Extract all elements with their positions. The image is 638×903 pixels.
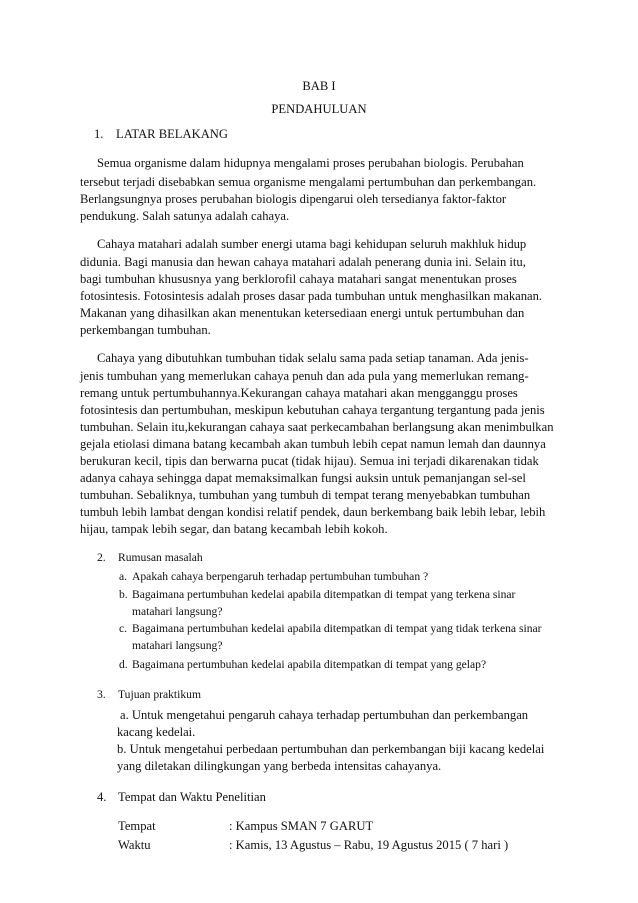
para1-line: Berlangsungnya proses perubahan biologis dipengarui oleh tersedianya faktor-faktor — [80, 192, 507, 206]
list-item: Bagaimana pertumbuhan kedelai apabila ditempatkan di tempat yang tidak terkena sinar — [132, 622, 542, 635]
para3-line: remang untuk pertumbuhannya.Kekurangan cahaya matahari akan mengganggu proses — [80, 386, 518, 400]
para1-line: pendukung. Salah satunya adalah cahaya. — [80, 209, 290, 223]
section-1-heading: LATAR BELAKANG — [116, 127, 228, 141]
info-value-waktu: : Kamis, 13 Agustus – Rabu, 19 Agustus 2015 ( 7 hari ) — [229, 838, 509, 852]
info-value-tempat: : Kampus SMAN 7 GARUT — [229, 819, 374, 833]
info-label-waktu: Waktu — [118, 838, 151, 852]
para3-line: fotosintesis dan pertumbuhan, meskipun kebutuhan cahaya tergantung tergantung pada jenis — [80, 403, 545, 417]
list-item: Apakah cahaya berpengaruh terhadap pertumbuhan tumbuhan ? — [132, 570, 429, 583]
objective-line: yang diletakan dilingkungan yang berbeda intensitas cahayanya. — [117, 759, 442, 773]
para3-line: berukuran kecil, tipis dan berwarna pucat (tidak hijau). Semua ini terjadi dikarenakan tidak — [80, 454, 539, 468]
list-marker: b. — [119, 588, 128, 601]
objective-line: a. Untuk mengetahui pengaruh cahaya terhadap pertumbuhan dan perkembangan — [120, 708, 529, 722]
para2-line: fotosintesis. Fotosintesis adalah proses dasar pada tumbuhan untuk menghasilkan makanan. — [80, 289, 543, 303]
para2-line: didunia. Bagi manusia dan hewan cahaya matahari adalah penerang dunia ini. Selain itu, — [80, 255, 526, 269]
section-3-number: 3. — [97, 688, 106, 701]
section-4-number: 4. — [97, 790, 107, 804]
list-marker: c. — [119, 622, 128, 635]
para3-line: Cahaya yang dibutuhkan tumbuhan tidak selalu sama pada setiap tanaman. Ada jenis- — [97, 351, 529, 365]
section-2-heading: Rumusan masalah — [118, 551, 203, 564]
section-1-number: 1. — [94, 127, 104, 141]
chapter-title: BAB I — [302, 79, 336, 93]
para1-line: Semua organisme dalam hidupnya mengalami proses perubahan biologis. Perubahan — [97, 156, 524, 170]
para3-line: jenis tumbuhan yang memerlukan cahaya penuh dan ada pula yang memerlukan remang- — [80, 369, 529, 383]
section-3-heading: Tujuan praktikum — [118, 688, 201, 701]
para2-line: bagi tumbuhan khususnya yang berklorofil cahaya matahari sangat menentukan proses — [80, 272, 517, 286]
objective-line: b. Untuk mengetahui perbedaan pertumbuhan dan perkembangan biji kacang kedelai — [117, 742, 545, 756]
section-4-heading: Tempat dan Waktu Penelitian — [118, 790, 266, 804]
para3-line: gejala etiolasi dimana batang kecambah akan tumbuh lebih cepat namun lemah dan daunnya — [80, 437, 546, 451]
para1-line: tersebut terjadi disebabkan semua organisme mengalami pertumbuhan dan perkembangan. — [80, 175, 537, 189]
list-item: matahari langsung? — [132, 639, 223, 652]
para3-line: tumbuh lebih lambat dengan kondisi relatif pendek, daun berkembang baik lebih lebar, lebih — [80, 505, 546, 519]
para2-line: Cahaya matahari adalah sumber energi utama bagi kehidupan seluruh makhluk hidup — [97, 237, 527, 251]
info-label-tempat: Tempat — [118, 819, 156, 833]
para3-line: hijau, tampak lebih segar, dan batang kecambah lebih kokoh. — [80, 522, 388, 536]
para3-line: tumbuhan. Selain itu,kekurangan cahaya saat perkecambahan berlangsung akan menimbulkan — [80, 420, 554, 434]
list-item: matahari langsung? — [132, 605, 223, 618]
para2-line: perkembangan tumbuhan. — [80, 323, 211, 337]
chapter-subtitle: PENDAHULUAN — [271, 102, 367, 116]
list-marker: d. — [119, 658, 128, 671]
list-item: Bagaimana pertumbuhan kedelai apabila ditempatkan di tempat yang gelap? — [132, 658, 487, 671]
para3-line: tumbuhan. Sebaliknya, tumbuhan yang tumbuh di tempat terang menyebabkan tumbuhan — [80, 488, 531, 502]
para2-line: Makanan yang dihasilkan akan menentukan ketersediaan energi untuk pertumbuhan dan — [80, 306, 525, 320]
objective-line: kacang kedelai. — [117, 725, 196, 739]
list-marker: a. — [119, 570, 128, 583]
para3-line: adanya cahaya sehingga dapat memaksimalkan fungsi auksin untuk pemanjangan sel-sel — [80, 471, 526, 485]
section-2-number: 2. — [97, 551, 106, 564]
list-item: Bagaimana pertumbuhan kedelai apabila ditempatkan di tempat yang terkena sinar — [132, 588, 516, 601]
